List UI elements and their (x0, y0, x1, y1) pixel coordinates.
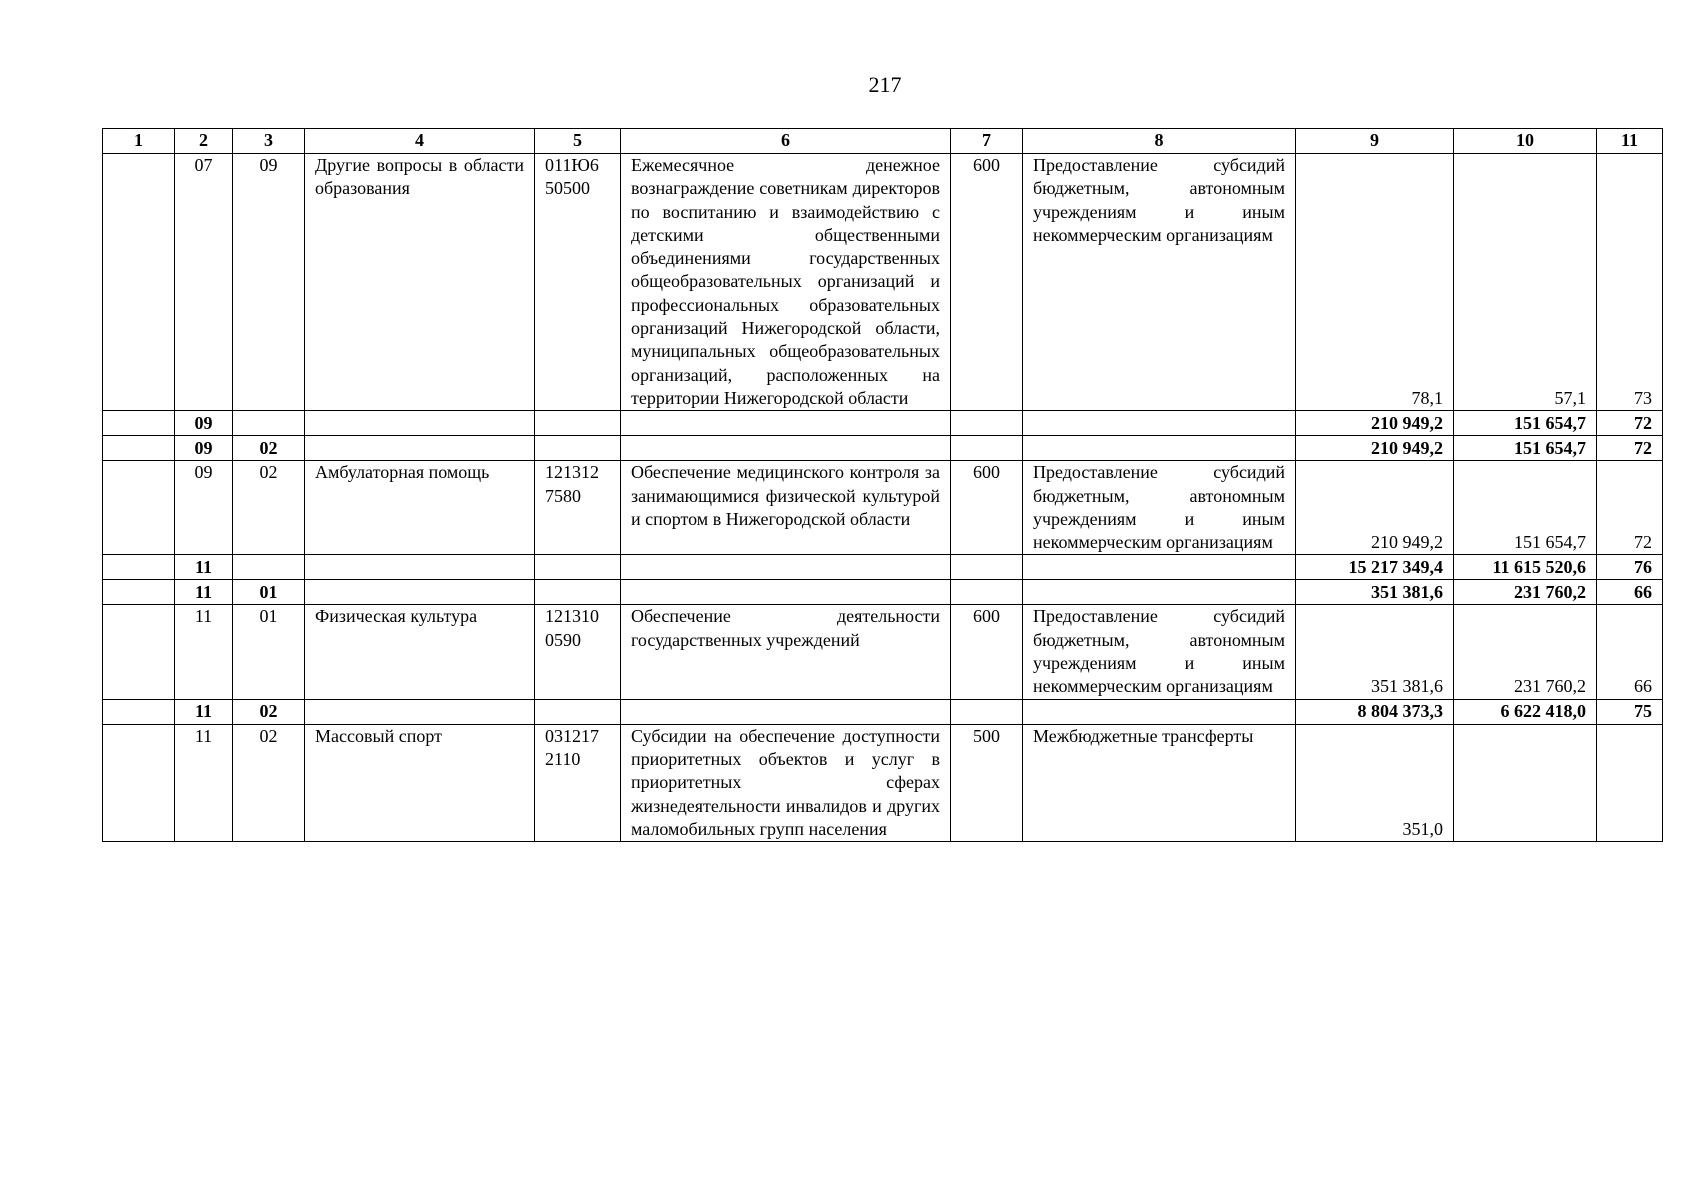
cell-empty (103, 154, 175, 411)
cell-empty (951, 699, 1023, 724)
cell-target-article: 011Ю6 50500 (535, 154, 621, 411)
cell-section: 09 (175, 411, 233, 436)
cell-empty (951, 580, 1023, 605)
cell-empty (103, 580, 175, 605)
cell-percent: 72 (1597, 436, 1663, 461)
cell-empty (535, 555, 621, 580)
cell-empty (951, 555, 1023, 580)
cell-section: 11 (175, 555, 233, 580)
cell-section: 11 (175, 605, 233, 699)
cell-empty (305, 555, 535, 580)
cell-subsection: 02 (233, 436, 305, 461)
column-number: 8 (1023, 129, 1296, 154)
cell-percent: 76 (1597, 555, 1663, 580)
cell-amount-actual: 151 654,7 (1454, 411, 1597, 436)
cell-empty (621, 555, 951, 580)
cell-empty (103, 555, 175, 580)
cell-target-article-name: Субсидии на обеспечение доступности приоритетных объектов и услуг в приоритетных сферах жизнедеятельности инвалидов и других маломобильных групп населения (621, 724, 951, 841)
cell-amount-plan: 351 381,6 (1296, 605, 1454, 699)
cell-subsection: 09 (233, 154, 305, 411)
cell-expense-type: 600 (951, 461, 1023, 555)
cell-subsection-name: Другие вопросы в области образования (305, 154, 535, 411)
cell-empty (103, 605, 175, 699)
cell-amount-actual: 11 615 520,6 (1454, 555, 1597, 580)
cell-empty (535, 411, 621, 436)
cell-empty (103, 461, 175, 555)
cell-empty (305, 699, 535, 724)
cell-target-article: 031217 2110 (535, 724, 621, 841)
cell-expense-type-name: Предоставление субсидий бюджетным, автономным учреждениям и иным некоммерческим организациям (1023, 461, 1296, 555)
cell-target-article: 121310 0590 (535, 605, 621, 699)
cell-amount-plan: 210 949,2 (1296, 461, 1454, 555)
column-number: 5 (535, 129, 621, 154)
cell-empty (621, 699, 951, 724)
cell-empty (103, 724, 175, 841)
cell-percent (1597, 724, 1663, 841)
column-number: 3 (233, 129, 305, 154)
cell-section: 11 (175, 699, 233, 724)
cell-subsection: 01 (233, 580, 305, 605)
cell-subsection: 02 (233, 699, 305, 724)
cell-amount-actual: 231 760,2 (1454, 580, 1597, 605)
cell-amount-actual: 57,1 (1454, 154, 1597, 411)
cell-section: 09 (175, 461, 233, 555)
column-number: 4 (305, 129, 535, 154)
cell-empty (1023, 411, 1296, 436)
cell-expense-type-name: Предоставление субсидий бюджетным, автономным учреждениям и иным некоммерческим организациям (1023, 605, 1296, 699)
cell-empty (305, 580, 535, 605)
cell-amount-plan: 351,0 (1296, 724, 1454, 841)
table-row (103, 154, 1663, 411)
cell-subsection-name: Амбулаторная помощь (305, 461, 535, 555)
cell-amount-plan: 210 949,2 (1296, 411, 1454, 436)
cell-empty (103, 699, 175, 724)
budget-table (102, 128, 1663, 842)
cell-empty (621, 411, 951, 436)
column-number-row (103, 129, 1663, 154)
cell-subsection (233, 555, 305, 580)
cell-amount-actual (1454, 724, 1597, 841)
cell-amount-actual: 6 622 418,0 (1454, 699, 1597, 724)
cell-empty (103, 436, 175, 461)
cell-target-article-name: Обеспечение медицинского контроля за занимающимися физической культурой и спортом в Нижегородской области (621, 461, 951, 555)
cell-empty (535, 580, 621, 605)
cell-expense-type: 600 (951, 605, 1023, 699)
table-row-total (103, 411, 1663, 436)
cell-amount-actual: 231 760,2 (1454, 605, 1597, 699)
cell-subsection: 01 (233, 605, 305, 699)
column-number: 9 (1296, 129, 1454, 154)
table-row-total (103, 580, 1663, 605)
cell-amount-actual: 151 654,7 (1454, 461, 1597, 555)
cell-subsection: 02 (233, 461, 305, 555)
column-number: 1 (103, 129, 175, 154)
cell-empty (1023, 555, 1296, 580)
cell-subsection-name: Физическая культура (305, 605, 535, 699)
column-number: 10 (1454, 129, 1597, 154)
cell-percent: 66 (1597, 605, 1663, 699)
cell-target-article-name: Обеспечение деятельности государственных учреждений (621, 605, 951, 699)
table-row (103, 605, 1663, 699)
cell-percent: 73 (1597, 154, 1663, 411)
cell-empty (535, 699, 621, 724)
table-row-total (103, 555, 1663, 580)
cell-empty (951, 411, 1023, 436)
cell-amount-plan: 15 217 349,4 (1296, 555, 1454, 580)
cell-empty (1023, 699, 1296, 724)
cell-section: 09 (175, 436, 233, 461)
cell-empty (535, 436, 621, 461)
cell-amount-plan: 78,1 (1296, 154, 1454, 411)
cell-subsection-name: Массовый спорт (305, 724, 535, 841)
cell-percent: 75 (1597, 699, 1663, 724)
cell-section: 11 (175, 580, 233, 605)
cell-amount-actual: 151 654,7 (1454, 436, 1597, 461)
table-row-total (103, 699, 1663, 724)
cell-amount-plan: 351 381,6 (1296, 580, 1454, 605)
cell-empty (621, 436, 951, 461)
cell-empty (305, 411, 535, 436)
cell-target-article: 121312 7580 (535, 461, 621, 555)
cell-empty (305, 436, 535, 461)
cell-percent: 66 (1597, 580, 1663, 605)
column-number: 6 (621, 129, 951, 154)
cell-empty (951, 436, 1023, 461)
cell-target-article-name: Ежемесячное денежное вознаграждение советникам директоров по воспитанию и взаимодействию с детскими общественными объединениями государственных общеобразовательных организаций и профессиональных образовательных организаций Нижегородской области, муниципальных общеобразовательных организаций, расположенных на территории Нижегородской области (621, 154, 951, 411)
cell-subsection (233, 411, 305, 436)
cell-subsection: 02 (233, 724, 305, 841)
cell-empty (103, 411, 175, 436)
cell-empty (1023, 436, 1296, 461)
table-row (103, 724, 1663, 841)
column-number: 7 (951, 129, 1023, 154)
table-row (103, 461, 1663, 555)
cell-percent: 72 (1597, 411, 1663, 436)
column-number: 2 (175, 129, 233, 154)
page-number: 217 (868, 72, 902, 97)
cell-amount-plan: 210 949,2 (1296, 436, 1454, 461)
cell-section: 11 (175, 724, 233, 841)
cell-empty (1023, 580, 1296, 605)
cell-expense-type: 600 (951, 154, 1023, 411)
cell-amount-plan: 8 804 373,3 (1296, 699, 1454, 724)
column-number: 11 (1597, 129, 1663, 154)
cell-expense-type: 500 (951, 724, 1023, 841)
cell-expense-type-name: Межбюджетные трансферты (1023, 724, 1296, 841)
table-row-total (103, 436, 1663, 461)
cell-expense-type-name: Предоставление субсидий бюджетным, автономным учреждениям и иным некоммерческим организациям (1023, 154, 1296, 411)
cell-section: 07 (175, 154, 233, 411)
cell-empty (621, 580, 951, 605)
cell-percent: 72 (1597, 461, 1663, 555)
